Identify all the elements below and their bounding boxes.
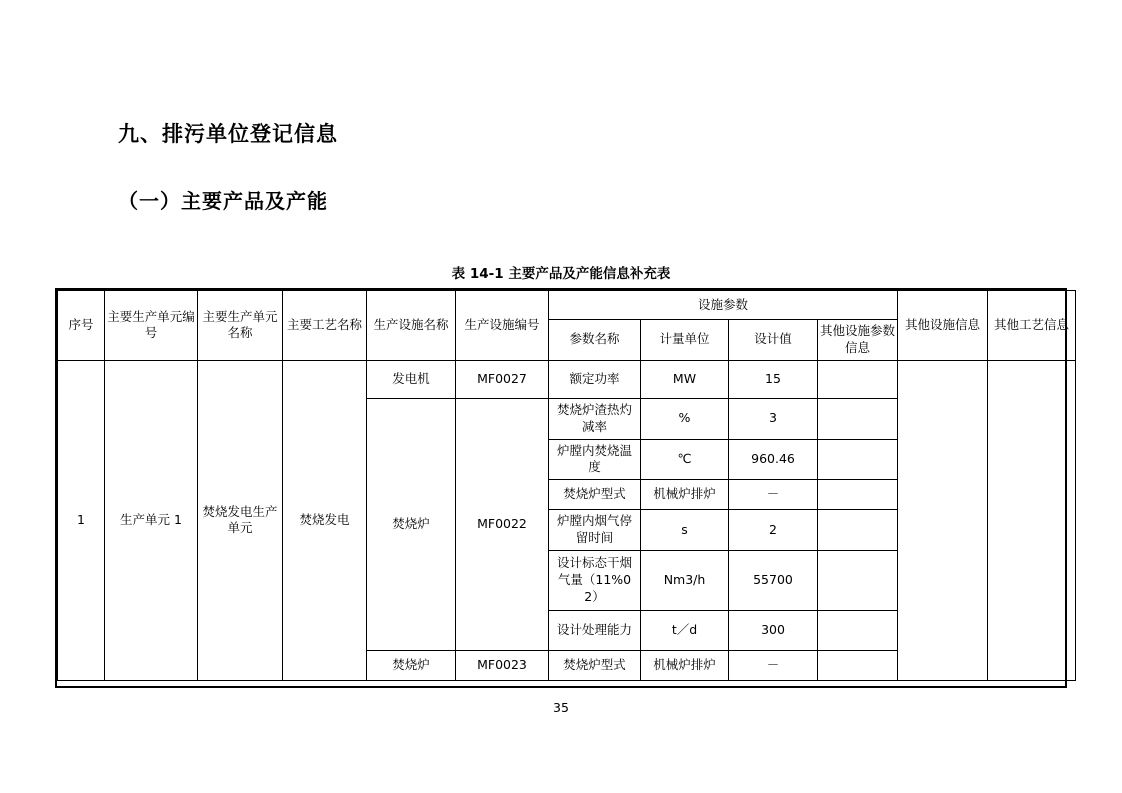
table-header-row-1 bbox=[58, 291, 1076, 320]
cell-other-param-info bbox=[818, 439, 898, 480]
cell-unit-name: 焚烧发电生产单元 bbox=[198, 360, 283, 680]
cell-param-design: － bbox=[729, 480, 818, 510]
cell-param-design: 3 bbox=[729, 398, 818, 439]
header-param-design: 设计值 bbox=[729, 320, 818, 361]
header-param-name: 参数名称 bbox=[549, 320, 641, 361]
header-other-facility-info: 其他设施信息 bbox=[898, 291, 988, 361]
cell-param-design: 55700 bbox=[729, 551, 818, 611]
header-other-param-info: 其他设施参数信息 bbox=[818, 320, 898, 361]
table-row bbox=[58, 360, 1076, 398]
cell-param-unit: ℃ bbox=[641, 439, 729, 480]
cell-facility-code: MF0022 bbox=[456, 398, 549, 650]
cell-param-name: 设计处理能力 bbox=[549, 611, 641, 651]
cell-param-design: 960.46 bbox=[729, 439, 818, 480]
cell-facility-name: 发电机 bbox=[367, 360, 456, 398]
cell-param-name: 设计标态干烟气量（11%02） bbox=[549, 551, 641, 611]
header-param-unit: 计量单位 bbox=[641, 320, 729, 361]
header-facility-code: 生产设施编号 bbox=[456, 291, 549, 361]
cell-param-unit: 机械炉排炉 bbox=[641, 651, 729, 681]
subsection-heading: （一）主要产品及产能 bbox=[118, 189, 328, 213]
cell-param-unit: 机械炉排炉 bbox=[641, 480, 729, 510]
cell-other-param-info bbox=[818, 611, 898, 651]
page-number: 35 bbox=[553, 700, 569, 715]
cell-other-param-info bbox=[818, 510, 898, 551]
header-process-name: 主要工艺名称 bbox=[283, 291, 367, 361]
cell-other-param-info bbox=[818, 551, 898, 611]
cell-param-unit: % bbox=[641, 398, 729, 439]
cell-param-unit: Nm3/h bbox=[641, 551, 729, 611]
table-caption: 表 14-1 主要产品及产能信息补充表 bbox=[451, 266, 671, 282]
cell-param-name: 焚烧炉渣热灼减率 bbox=[549, 398, 641, 439]
cell-other-param-info bbox=[818, 398, 898, 439]
cell-other-param-info bbox=[818, 360, 898, 398]
cell-other-param-info bbox=[818, 651, 898, 681]
cell-seq: 1 bbox=[58, 360, 105, 680]
cell-facility-code: MF0027 bbox=[456, 360, 549, 398]
cell-other-param-info bbox=[818, 480, 898, 510]
cell-param-name: 焚烧炉型式 bbox=[549, 651, 641, 681]
cell-param-name: 焚烧炉型式 bbox=[549, 480, 641, 510]
section-heading: 九、排污单位登记信息 bbox=[118, 122, 338, 146]
cell-param-design: 300 bbox=[729, 611, 818, 651]
cell-param-unit: s bbox=[641, 510, 729, 551]
cell-unit-code: 生产单元 1 bbox=[105, 360, 198, 680]
cell-param-name: 炉膛内焚烧温度 bbox=[549, 439, 641, 480]
cell-param-name: 额定功率 bbox=[549, 360, 641, 398]
header-facility-name: 生产设施名称 bbox=[367, 291, 456, 361]
header-other-process-info: 其他工艺信息 bbox=[988, 291, 1076, 361]
cell-other-process-info bbox=[988, 360, 1076, 680]
cell-process-name: 焚烧发电 bbox=[283, 360, 367, 680]
header-unit-name: 主要生产单元名称 bbox=[198, 291, 283, 361]
cell-param-design: 2 bbox=[729, 510, 818, 551]
cell-other-facility-info bbox=[898, 360, 988, 680]
cell-facility-name: 焚烧炉 bbox=[367, 651, 456, 681]
cell-param-unit: MW bbox=[641, 360, 729, 398]
cell-param-unit: t／d bbox=[641, 611, 729, 651]
header-unit-code: 主要生产单元编号 bbox=[105, 291, 198, 361]
cell-facility-name: 焚烧炉 bbox=[367, 398, 456, 650]
cell-param-name: 炉膛内烟气停留时间 bbox=[549, 510, 641, 551]
cell-param-design: 15 bbox=[729, 360, 818, 398]
cell-param-design: － bbox=[729, 651, 818, 681]
products-capacity-table bbox=[57, 290, 1076, 681]
header-facility-params-group: 设施参数 bbox=[549, 291, 898, 320]
header-seq: 序号 bbox=[58, 291, 105, 361]
cell-facility-code: MF0023 bbox=[456, 651, 549, 681]
